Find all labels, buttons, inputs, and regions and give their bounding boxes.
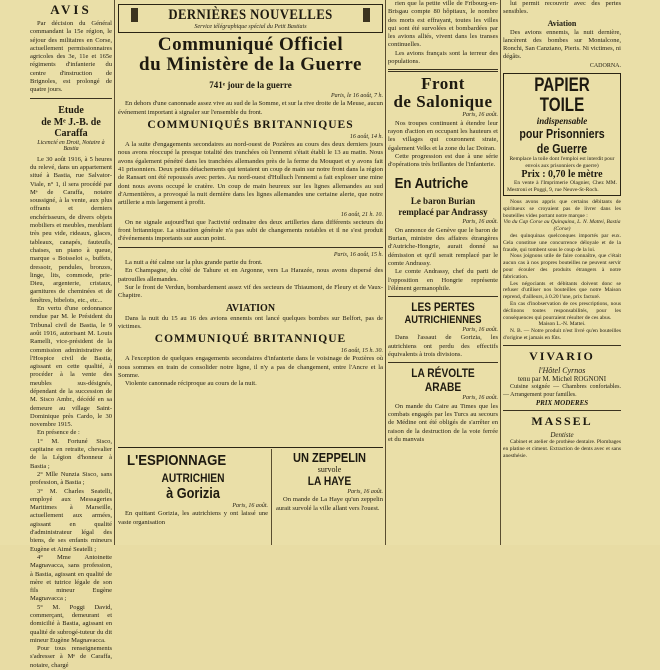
- ad-subtitle: indispensable: [536, 116, 588, 127]
- article-paragraph: En dehors d'une canonnade assez vive au sud de la Somme, et sur la rive droite de la Meuse, aucun événement important à signaler sur l'ensemble du front.: [118, 100, 383, 116]
- article-paragraph: Des avions ennemis, la nuit dernière, lancèrent des bombes sur Montalcone, Ronchi, San Canziano, Pieris. Ni victimes, ni dégâts.: [503, 28, 621, 61]
- article-paragraph: La nuit a été calme sur la plus grande partie du front.: [125, 259, 263, 267]
- espionnage-story: [118, 450, 268, 527]
- bottom-stories: [118, 447, 383, 545]
- etude-list-item: 3° M. Charles Seatelli, employé aux Messageries Maritimes à Marseille, actuellement aux armées, agissant en qualité d'administrateur légal des biens, de ses enfants mineurs Eugène et Aimé Seatelli ;: [30, 487, 112, 553]
- aviation-heading: Aviation: [547, 18, 577, 28]
- article-paragraph: On mande du Caire au Times que les combats engagés par les Turcs au secours de Médine ont été obligés de s'arrêter en raison de la destruction de la voie ferrée et du manvais: [388, 402, 498, 443]
- dateline: Paris, 16 août.: [462, 112, 498, 119]
- divider: [388, 296, 498, 297]
- espionnage-heading: L'ESPIONNAGE: [127, 452, 227, 469]
- etude-list-item: 2° Mlle Nunzia Sisco, sans profession, à Bastia ;: [30, 470, 112, 487]
- dateline: 16 août, 14 h.: [349, 133, 383, 140]
- pertes-heading: AUTRICHIENNES: [404, 314, 482, 327]
- mattei-brand: Vin du Cap Corse au Quinquina, L. N. Mattei, Bastia (Corse): [503, 219, 621, 233]
- section-heading: COMMUNIQUÉS BRITANNIQUES: [147, 118, 354, 131]
- mattei-notice: En cas d'inobservation de ces prescriptions, nous déclinons toutes responsabilités, pour les conséquences qui pourraient résulter de ces abus.: [503, 301, 621, 321]
- divider: [503, 410, 621, 411]
- ad-text: En vente à l'Imprimerie Olagnier, Chez MM. Mestroni et Poggi, 9, rue Neuve-St-Roch.: [507, 180, 617, 193]
- etude-heading: Etude: [58, 104, 84, 116]
- section-heading: COMMUNIQUÉ BRITANNIQUE: [154, 333, 347, 346]
- divider: [503, 345, 621, 346]
- front-heading: Front: [421, 74, 465, 94]
- dateline: Paris, 16 août.: [462, 219, 498, 226]
- dentist-text: Cabinet et atelier de prothèse dentaire. Plombages en platine et ciment. Extraction de dents avec et sans anesthésie.: [503, 439, 621, 459]
- front-heading: de Salonique: [393, 92, 493, 112]
- burian-heading: Le baron Burian: [410, 196, 476, 207]
- dateline: 16 août, 15 h. 30.: [340, 348, 383, 355]
- signature: CADORNA.: [589, 62, 621, 69]
- etude-paragraph: En vertu d'une ordonnance rendue par M. le Président du Tribunal civil de Bastia, le 9 août 1916, autorisant M. Louis Ramelli, vice-président de la commission administrative de l'Hospice civil de Bastia, agissant en cette qualité, à procéder à la vente des meubles sus-désignés, dépendant de la succession de M. Sisco Ambr., décédé en sa demeure au village Saint-Dominique près Cardo, le 30 novembre 1915.: [30, 305, 112, 429]
- dateline: 16 août, 21 h. 10.: [340, 211, 383, 218]
- zeppelin-heading: survole: [317, 465, 342, 474]
- divider: [388, 362, 498, 363]
- etude-paragraph: En présence de :: [37, 429, 80, 437]
- column-center-right: [388, 0, 498, 444]
- column-rule: [500, 0, 501, 545]
- etude-paragraph: Pour tous renseignements s'adresser à Mᵉ de Caraffa, notaire, chargé: [30, 645, 112, 669]
- section-heading: AVIATION: [225, 302, 276, 314]
- etude-name: de Mᵉ J.-B. de Caraffa: [41, 116, 101, 139]
- mattei-notice: des quinquinas quelconques importés par eux. Cela constitue une concurrence déloyale et de la fraude, qui tombent sous le coup de la loi.: [503, 233, 621, 253]
- etude-list-item: 4° Mme Antoinette Magnavacca, sans profession, à Bastia, agissant en qualité de mère et tutrice légale de son fils mineur Eugène Magnavacca ;: [30, 553, 112, 603]
- divider: [30, 98, 112, 99]
- mattei-note: N. B. — Notre produit n'est livré qu'en bouteilles d'origine et jamais en fûts.: [503, 328, 621, 342]
- hotel-text: Cuisine soignée — Chambres confortables. — Arrangement pour familles.: [503, 383, 621, 399]
- dateline: Paris, 16 août.: [347, 489, 383, 495]
- article-paragraph: Les avions français sont la terreur des populations.: [388, 49, 498, 66]
- article-paragraph: Dans la nuit du 15 au 16 des avions ennemis ont lancé quelques bombes sur Belfort, pas de victimes.: [118, 314, 383, 330]
- column-right: [503, 0, 621, 460]
- burian-heading: remplacé par Andrassy: [398, 207, 488, 218]
- dateline: Paris, 16 août.: [462, 395, 498, 402]
- article-paragraph: Nos troupes continuent à étendre leur rayon d'action en occupant les hauteurs et les villages qui couronnent strate, également Velks et la zone du lac Doiran.: [388, 119, 498, 152]
- column-rule: [271, 449, 272, 545]
- hotel-prices: PRIX MODERES: [535, 399, 589, 408]
- article-paragraph: On ne signale aujourd'hui que l'activité ordinaire des deux artilleries dans différents secteurs du front britannique. La situation générale n'a pas subi de changements notables et il ne s'est produit d'événements importants sur aucun point.: [118, 218, 383, 243]
- autriche-heading: En Autriche: [394, 175, 469, 193]
- dentist-heading: MASSEL: [531, 414, 593, 429]
- banner-subtitle: Service télégraphique spécial du Petit Bastiais: [194, 24, 307, 30]
- dateline: Paris, 16 août, 15 h.: [333, 251, 383, 258]
- article-paragraph: Le comte Andrassy, chef du parti de l'opposition en Hongrie représente l'élément germanophile.: [388, 268, 498, 292]
- hotel-owner: tenu par M. Michel ROGNONI: [517, 374, 607, 383]
- article-paragraph: On mande de La Haye qu'un zeppelin aurait survolé la ville allant vers l'ouest.: [276, 496, 383, 512]
- article-paragraph: Sur le front de Verdun, bombardement assez vif des secteurs de Thiaumont, de Fleury et de Vaux-Chapitre.: [118, 283, 383, 300]
- divider: [118, 447, 383, 448]
- headline: Communiqué Officiel: [157, 34, 344, 55]
- pertes-heading: LES PERTES: [411, 300, 475, 315]
- article-paragraph: A l'exception de quelques engagements secondaires d'infanterie dans le voisinage de Pozières où nous sommes en train de consolider notre ligne, il n'y a pas de changement, entre l'Ancre et la Somme.: [118, 355, 383, 380]
- etude-list-item: 5° M. Poggi David, commerçant, demeurant et domicilié à Bastia, agissant en qualité de subrogé-tuteur du dit mineur Eugène Magnavacca.: [30, 603, 112, 644]
- dateline: Paris, 16 août.: [232, 503, 268, 509]
- mattei-signature: Maison L.-N. Mattei.: [538, 321, 586, 328]
- article-paragraph: En Champagne, du côté de Tahure et en Argonne, vers La Harazée, nous avons dispersé des patrouilles allemandes.: [118, 267, 383, 283]
- article-paragraph: Cette progression est due à une série d'opérations très brillantes de l'infanterie.: [388, 152, 498, 169]
- zeppelin-story: [276, 450, 383, 513]
- zeppelin-heading: LA HAYE: [307, 474, 352, 488]
- mattei-notice: Les négociants et débitants doivent donc se refuser d'utiliser nos bouteilles que notre Maison reprend, d'ailleurs, à 0.20 l'une, prix facturé.: [503, 280, 621, 301]
- mattei-notice: Nous joignons utile de faire connaître, que c'était aucun cas à nos propres bouteilles ne peuvent servir pour écouler des produits étrangers à notre fabrication.: [503, 253, 621, 280]
- article-paragraph: lui permit recouvrir avec des pertes sensibles.: [503, 0, 621, 16]
- article-paragraph: A la suite d'engagements secondaires au nord-ouest de Pozières au cours des deux derniers jours nous avons réoccupé la presque totalité des tranchées où l'ennemi s'était établi le 13 au matin. Nous avons également pénétré dans les tranchées allemandes près de la ferme du Mouquet et y avons fait 41 prisonniers. Deux petits détachements qui tentaient un coup de main sur notre front dans la région de Ransart ont été repoussés avec pertes. Au nord-ouest d'Hulluch l'ennemi a fait exploser une mine dont nous avons occupé le cratère. Un coup de main heureux sur les lignes allemandes au sud d'Armentières, a provoqué la nuit dernière dans les lignes allemandes une certaine alerte, que notre artillerie a mis largement à profit.: [118, 141, 383, 207]
- dateline: Paris, 16 août.: [462, 327, 498, 334]
- mattei-notice: Nous avons appris que certains débitants de spiritueux se croyaient pas de livrer dans les bouteilles vides portant notre marque :: [503, 199, 621, 219]
- etude-subtitle: Licencié en Droit, Notaire à Bastia: [37, 139, 105, 152]
- espionnage-heading: à Gorizia: [166, 485, 220, 502]
- ad-note: Remplace la toile dont l'emploi est interdit pour envois aux prisonniers de guerre): [509, 156, 615, 169]
- banner-title: DERNIÈRES NOUVELLES: [168, 7, 333, 23]
- war-day: 741ᵉ jour de la guerre: [209, 80, 292, 90]
- article-paragraph: Dans l'assaut de Gorizia, les autrichiens ont perdu des effectifs équivalents à trois divisions.: [388, 334, 498, 359]
- article-paragraph: Violente canonnade réciproque au cours de la nuit.: [125, 380, 257, 388]
- ad-heading: pour Prisonniers de Guerre: [519, 126, 605, 157]
- dateline: Paris, le 16 août, 7 h.: [331, 93, 383, 99]
- papier-toile-ad: [503, 73, 621, 196]
- avis-text: Par décision du Général commandant la 15e région, le séjour des militaires en Corse, actuellement permissionnaires agricoles des 3e, 11e et 165e régiments d'infanterie du centre d'instruction de Brignoles, est prolongé de quatre jours.: [30, 20, 112, 94]
- banner-ornament: [363, 8, 370, 22]
- divider: [388, 69, 498, 72]
- column-main: [118, 0, 383, 445]
- article-paragraph: rien que la petite ville de Fribourg-en-Brisgau compte 80 hôpitaux, le nombre des morts est effrayant, toutes les villes qui sont été survolées et bombardées par les avions alliés, vivent dans les transes continuelles.: [388, 0, 498, 49]
- vivario-heading: VIVARIO: [529, 348, 595, 363]
- dentist-title: Dentiste: [550, 431, 574, 440]
- zeppelin-heading: UN ZEPPELIN: [292, 450, 367, 465]
- etude-paragraph: Le 30 août 1916, à 5 heures du relevé, dans un appartement situé à Bastia, rue Salvator-Viale, n° 1, il sera procédé par Mᵉ de Caraffa, notaire soussigné, à la vente, aux plus offrants et derniers enchérisseurs, de divers objets mobiliers et meubles, meublant très peu vide, rideaux, glaces, tableaux, canapés, fauteuils, chaises, un piano à queue, marque « Boisselot », buffets, dressoir, pendules, bronzes, linge, lits, commode, prie-Dieu, argenterie, cristaux, garnitures de cheminées et de fenêtres, bibelots, etc., etc...: [30, 155, 112, 304]
- banner-ornament: [131, 8, 138, 22]
- divider: [118, 247, 383, 248]
- hotel-name: l'Hôtel Cyrnos: [538, 365, 586, 375]
- ad-price: Prix : 0,70 le mètre: [521, 169, 603, 181]
- column-left: [30, 0, 112, 670]
- article-paragraph: En quittant Gorizia, les autrichiens y ont laissé une vaste organisation: [118, 510, 268, 526]
- ad-title: PAPIER TOILE: [534, 75, 590, 117]
- headline: du Ministère de la Guerre: [139, 54, 362, 75]
- etude-list-item: 1° M. Fortuné Sisco, capitaine en retraite, chevalier de la Légion d'honneur à Bastia ;: [30, 437, 112, 470]
- column-rule: [114, 0, 115, 545]
- revolte-heading: LA RÉVOLTE ARABE: [411, 366, 475, 395]
- avis-heading: AVIS: [50, 2, 92, 17]
- espionnage-heading: AUTRICHIEN: [161, 471, 225, 485]
- dernieres-nouvelles-banner: [118, 4, 383, 33]
- article-paragraph: On annonce de Genève que le baron de Burian, ministre des affaires étrangères d'Autriche-Hongrie, aurait donné sa démission et qu'il serait remplacé par le comte Andrassy.: [388, 226, 498, 267]
- column-rule: [385, 0, 386, 545]
